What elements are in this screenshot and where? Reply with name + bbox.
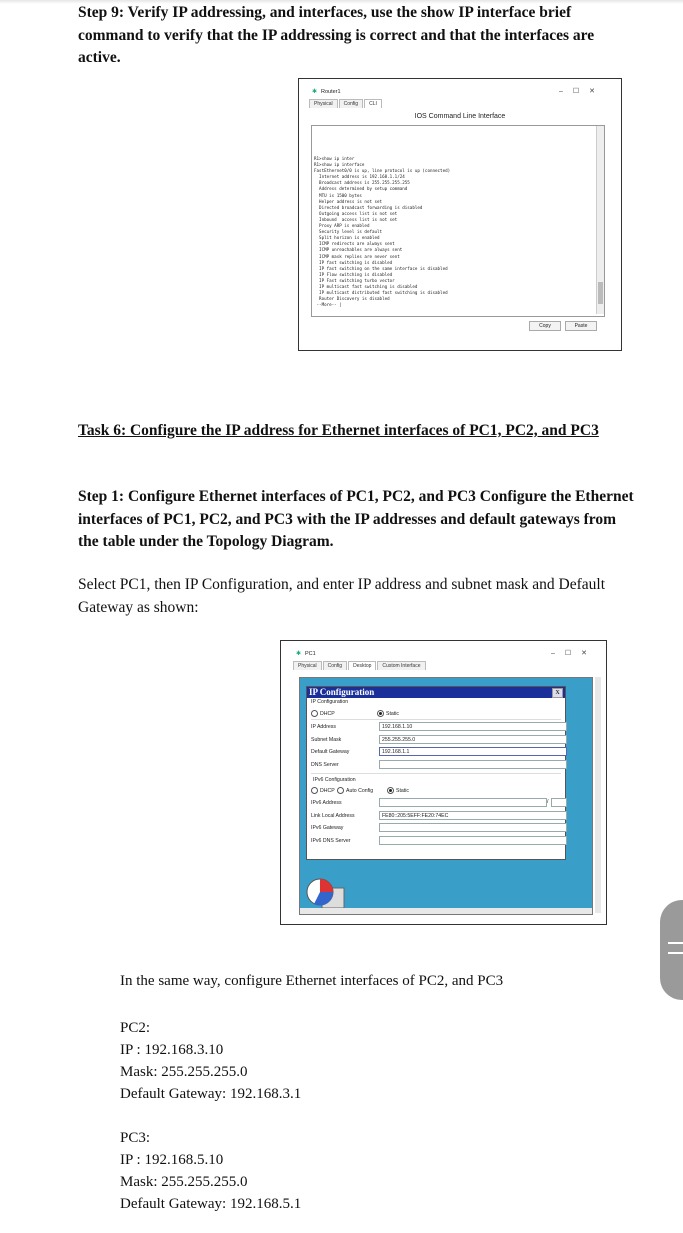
dhcp-label: DHCP	[320, 710, 335, 717]
packet-tracer-icon: ✱	[312, 89, 318, 95]
ipv6-section-label: IPv6 Configuration	[313, 777, 356, 783]
pc2-block	[120, 1017, 301, 1105]
cli-line: Outgoing access list is not set	[314, 210, 398, 216]
static-radio[interactable]	[377, 710, 399, 717]
pc1-window	[293, 647, 603, 919]
cli-line: ICMP redirects are always sent	[314, 241, 395, 247]
pc3-block	[120, 1127, 301, 1215]
ip-configuration-dialog	[306, 686, 566, 860]
dns-server-field[interactable]	[379, 760, 567, 769]
cli-line: Inbound access list is not set	[314, 216, 398, 222]
ipv6-static-radio[interactable]	[387, 787, 409, 794]
tab-config[interactable]: Config	[339, 99, 363, 108]
link-local-field: FE80::205:5EFF:FE20:74EC	[379, 811, 567, 820]
radio-selected-icon	[377, 710, 384, 717]
cli-line: Address determined by setup command	[314, 186, 408, 192]
packet-tracer-icon: ✱	[296, 651, 302, 657]
ipv6-dhcp-radio[interactable]	[311, 787, 335, 794]
cli-line: Split horizon is enabled	[314, 235, 380, 241]
ipv6-auto-label: Auto Config	[346, 787, 374, 794]
ip-address-label: IP Address	[311, 724, 336, 730]
handle-line-icon	[668, 942, 683, 944]
router-titlebar	[309, 85, 611, 99]
pc1-titlebar	[293, 647, 603, 661]
cli-line: IP multicast fast switching is disabled	[314, 283, 418, 289]
subnet-mask-label: Subnet Mask	[311, 737, 342, 743]
ip-config-titlebar	[307, 687, 565, 698]
tab-desktop[interactable]: Desktop	[348, 661, 376, 670]
ipv6-address-label: IPv6 Address	[311, 800, 342, 806]
paste-button[interactable]: Paste	[565, 321, 597, 331]
cli-line: FastEthernet0/0 is up, line protocol is up (connected)	[314, 168, 451, 174]
ip-config-title: IP Configuration	[309, 687, 375, 697]
pc2-gateway: Default Gateway: 192.168.3.1	[120, 1086, 302, 1102]
tab-physical[interactable]: Physical	[309, 99, 338, 108]
cli-output	[314, 156, 450, 308]
default-gateway-field[interactable]: 192.168.1.1	[379, 747, 567, 756]
handle-line-icon	[668, 952, 683, 954]
router-window	[309, 85, 611, 343]
cli-line: IP Flow switching is disabled	[314, 271, 393, 277]
pc3-gateway: Default Gateway: 192.168.5.1	[120, 1196, 302, 1212]
ipv6-auto-config-radio[interactable]	[337, 787, 373, 794]
cli-line: Directed broadcast forwarding is disabled	[314, 204, 423, 210]
cli-line: IP Fast switching turbo vector	[314, 277, 395, 283]
cli-line: R1>show ip inter	[314, 156, 355, 161]
pc1-tabs	[293, 661, 603, 671]
cli-line: R1>show ip interface	[314, 162, 365, 168]
ipv6-prefix-separator: /	[547, 799, 549, 805]
cli-line: ICMP mask replies are never sent	[314, 253, 400, 259]
ipv6-address-field[interactable]	[379, 798, 547, 807]
radio-icon	[311, 787, 318, 794]
ipv6-dns-label: IPv6 DNS Server	[311, 838, 351, 844]
pc2-mask: Mask: 255.255.255.0	[120, 1064, 248, 1080]
cli-line: IP multicast distributed fast switching is disabled	[314, 290, 448, 296]
copy-button[interactable]: Copy	[529, 321, 561, 331]
pc2-ip: IP : 192.168.3.10	[120, 1042, 224, 1058]
ipv6-prefix-field[interactable]	[551, 798, 567, 807]
close-icon[interactable]: ✕	[581, 650, 597, 657]
minimize-icon[interactable]: –	[550, 650, 565, 657]
cli-line: Internet address is 192.168.1.1/24	[314, 174, 405, 180]
pc3-mask: Mask: 255.255.255.0	[120, 1174, 248, 1190]
router-tabs	[309, 99, 611, 109]
same-way-instruction: In the same way, configure Ethernet interfaces of PC2, and PC3	[120, 973, 504, 989]
tab-physical[interactable]: Physical	[293, 661, 322, 670]
ip-config-section-label: IP Configuration	[311, 699, 349, 705]
cli-line: --More-- |	[314, 302, 342, 308]
default-gateway-label: Default Gateway	[311, 749, 350, 755]
tab-custom-interface[interactable]: Custom Interface	[377, 661, 425, 670]
maximize-icon[interactable]: ☐	[564, 650, 582, 657]
cli-header: IOS Command Line Interface	[414, 113, 506, 120]
router-window-title: Router1	[321, 89, 341, 95]
cli-line: Proxy ARP is enabled	[314, 223, 370, 229]
side-panel-handle[interactable]	[660, 900, 683, 1000]
pc3-heading: PC3:	[120, 1130, 151, 1146]
window-controls[interactable]	[559, 87, 605, 95]
pc1-window-title: PC1	[305, 651, 316, 657]
close-icon[interactable]: ✕	[589, 88, 605, 95]
divider	[311, 773, 561, 774]
cli-console[interactable]	[311, 125, 605, 317]
cli-line: MTU is 1500 bytes	[314, 192, 362, 198]
window-controls[interactable]	[551, 649, 597, 657]
select-instruction: Select PC1, then IP Configuration, and enter IP address and subnet mask and Default Gateway as shown:	[78, 576, 606, 616]
maximize-icon[interactable]: ☐	[572, 88, 590, 95]
pc2-heading: PC2:	[120, 1020, 151, 1036]
ip-address-field[interactable]: 192.168.1.10	[379, 722, 567, 731]
cli-scrollbar-thumb[interactable]	[598, 282, 603, 304]
link-local-label: Link Local Address	[311, 813, 355, 819]
cli-line: Security level is default	[314, 229, 383, 235]
minimize-icon[interactable]: –	[558, 88, 573, 95]
cli-line: ICMP unreachables are always sent	[314, 247, 403, 253]
static-label: Static	[386, 710, 399, 717]
radio-icon	[311, 710, 318, 717]
tab-config[interactable]: Config	[323, 661, 347, 670]
divider	[311, 719, 561, 720]
cli-line: IP fast switching on the same interface is disabled	[314, 265, 448, 271]
tab-cli[interactable]: CLI	[364, 99, 382, 108]
cli-line: Helper address is not set	[314, 198, 383, 204]
task6-heading: Task 6: Configure the IP address for Ethernet interfaces of PC1, PC2, and PC3	[78, 422, 599, 439]
radio-icon	[337, 787, 344, 794]
cli-line: IP fast switching is disabled	[314, 259, 393, 265]
ipv6-static-label: Static	[396, 787, 409, 794]
step1-heading: Step 1: Configure Ethernet interfaces of PC1, PC2, and PC3 Configure the Ethernet interfaces of PC1, PC2, and PC3 with the IP addresses and default gateways from the table under the Topology Diagram.	[78, 488, 634, 550]
desktop-area	[299, 677, 593, 915]
dns-server-label: DNS Server	[311, 762, 339, 768]
ipv6-gateway-label: IPv6 Gateway	[311, 825, 344, 831]
vertical-scrollbar[interactable]	[595, 677, 601, 913]
router-screenshot-frame	[298, 78, 622, 351]
subnet-mask-field[interactable]: 255.255.255.0	[379, 735, 567, 744]
ip-config-close-button[interactable]: X	[552, 688, 563, 698]
pc1-screenshot-frame	[280, 640, 607, 925]
horizontal-scrollbar[interactable]	[300, 908, 592, 914]
ipv6-dhcp-label: DHCP	[320, 787, 335, 794]
desktop-app-icon[interactable]	[304, 874, 348, 912]
pc3-ip: IP : 192.168.5.10	[120, 1152, 224, 1168]
ipv6-dns-field[interactable]	[379, 836, 567, 845]
cli-scrollbar[interactable]	[596, 126, 604, 314]
dhcp-radio[interactable]	[311, 710, 335, 717]
cli-line: Router Discovery is disabled	[314, 296, 390, 302]
ipv6-gateway-field[interactable]	[379, 823, 567, 832]
radio-selected-icon	[387, 787, 394, 794]
step9-heading: Step 9: Verify IP addressing, and interfaces, use the show IP interface brief command to verify that the IP addressing is correct and that the interfaces are active.	[78, 4, 595, 66]
cli-line: Broadcast address is 255.255.255.255	[314, 180, 410, 186]
